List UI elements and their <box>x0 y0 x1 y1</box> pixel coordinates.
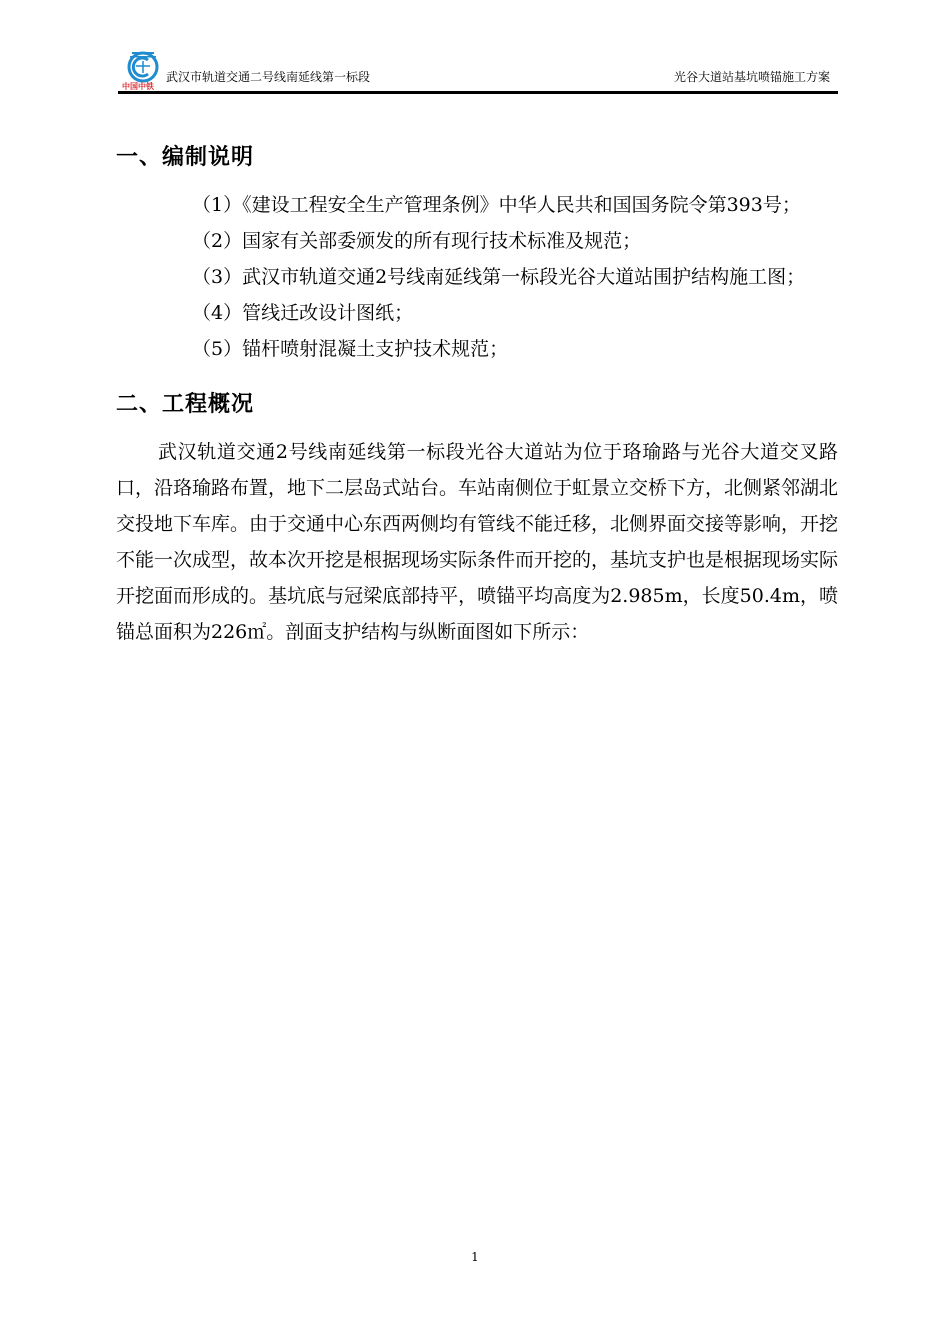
section-heading-overview: 二、工程概况 <box>116 392 255 417</box>
reference-item: （1）《建设工程安全生产管理条例》中华人民共和国国务院令第393号； <box>192 194 801 216</box>
logo-text: 中国中铁 <box>122 82 154 91</box>
page-header <box>118 46 838 94</box>
reference-item: （5）锚杆喷射混凝土支护技术规范； <box>192 338 509 360</box>
page-number: 1 <box>471 1250 479 1264</box>
overview-paragraph: 武汉轨道交通2号线南延线第一标段光谷大道站为位于珞瑜路与光谷大道交叉路口，沿珞瑜路布置，地下二层岛式站台。车站南侧位于虹景立交桥下方，北侧紧邻湖北交投地下车库。由于交通中心东西两侧均有管线不能迁移，北侧界面交接等影响，开挖不能一次成型，故本次开挖是根据现场实际条件而开挖的，基坑支护也是根据现场实际开挖面而形成的。基坑底与冠梁底部持平，喷锚平均高度为2.985m，长度50.4m，喷锚总面积为226㎡。剖面支护结构与纵断面图如下所示： <box>116 441 839 643</box>
header-left-title: 武汉市轨道交通二号线南延线第一标段 <box>166 70 371 84</box>
section-heading-compilation: 一、编制说明 <box>116 145 255 170</box>
header-divider <box>118 91 838 94</box>
document-body <box>116 140 838 650</box>
header-right-title: 光谷大道站基坑喷锚施工方案 <box>673 70 830 84</box>
reference-item: （3）武汉市轨道交通2号线南延线第一标段光谷大道站围护结构施工图； <box>192 266 806 288</box>
reference-item: （4）管线迁改设计图纸； <box>192 302 414 324</box>
reference-item: （2）国家有关部委颁发的所有现行技术标准及规范； <box>192 230 642 252</box>
